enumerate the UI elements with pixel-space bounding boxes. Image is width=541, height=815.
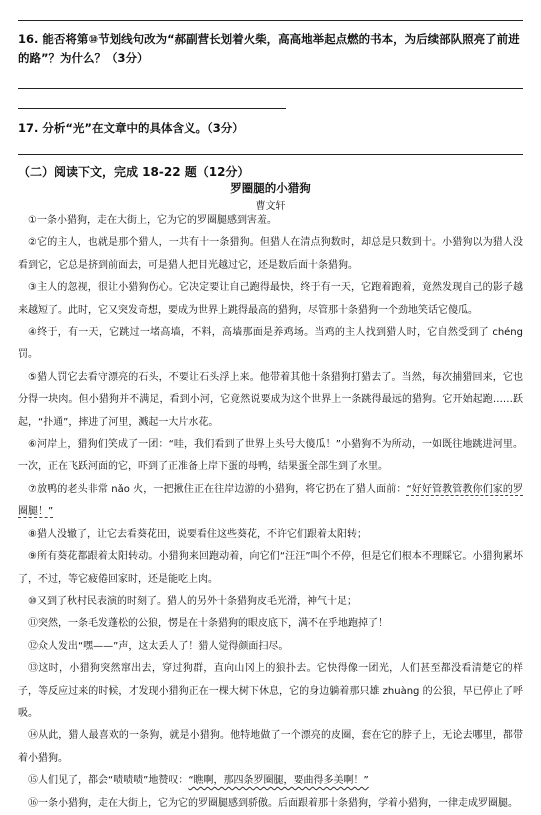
paragraph-3: ③主人的忽视，很让小猎狗伤心。它决定要让自己跑得最快，终于有一天，它跑着跑着，竟然发现自己的影子越来越短了。此时，它又突发奇想，要成为世界上跳得最高的猎狗，尽管那十条猎狗一个劲地笑话它傻瓜。 [18, 282, 523, 316]
paragraph-10: ⑩又到了秋村民表演的时刻了。猎人的另外十条猎狗皮毛光滑，神气十足； [28, 595, 357, 607]
paragraph-6: ⑥河岸上，猎狗们笑成了一团：“哇，我们看到了世界上头号大傻瓜！”小猎狗不为所动，一如既往地跳进河里。一次，正在飞跃河面的它，吓到了正准备上岸下蛋的母鸭，结果蛋全部生到了水里。 [18, 439, 523, 473]
paragraph-2: ②它的主人，也就是那个猎人，一共有十一条猎狗。但猎人在清点狗数时，却总是只数到十。小猎狗以为猎人没看到它，它总是挤到前面去，可是猎人把目光越过它，还是数后面十条猎狗。 [18, 237, 523, 271]
question-17: 17. 分析“光”在文章中的具体含义。（3分） [18, 121, 244, 135]
story-title: 罗圈腿的小猎狗 [230, 181, 311, 195]
answer-line-16b [18, 108, 286, 109]
paragraph-8: ⑧猎人没辙了，让它去看葵花田，说要看住这些葵花，不许它们跟着太阳转； [28, 528, 367, 540]
paragraph-5: ⑤猎人罚它去看守漂亮的石头，不要让石头浮上来。他带着其他十条猎狗打猎去了。当然，每次捕猎回来，它也分得一块肉。但小猎狗并不满足，看到小河，它竟然说要成为这个世界上一条跳得最远的猎狗。它开始起跑……跃起，“扑通”，摔进了河里，溅起一大片水花。 [18, 371, 523, 428]
paragraph-7-text: ⑦放鸭的老头非常 nǎo 火，一把揪住正在往岸边游的小猎狗，将它扔在了猎人面前： [28, 483, 407, 495]
answer-line-16a [18, 88, 523, 89]
paragraph-15-quote: “瞧啊，那四条罗圈腿，要曲得多美啊！” [188, 775, 369, 787]
section-heading: （二）阅读下文，完成 18-22 题（12分） [18, 165, 250, 179]
paragraph-13: ⑬这时，小猎狗突然窜出去，穿过狗群，直向山冈上的狼扑去。它快得像一团光，人们甚至都没看清楚它的样子，等反应过来的时候，才发现小猎狗正在一棵大树下休息，它的身边躺着那只雄 zhuàng 的公狼，早已停止了呼吸。 [18, 663, 523, 719]
paragraph-14: ⑭从此，猎人最喜欢的一条狗，就是小猎狗。他特地做了一个漂亮的皮圈，套在它的脖子上，无论去哪里，都带着小猎狗。 [18, 730, 523, 764]
story-body [18, 210, 523, 815]
paragraph-12: ⑫众人发出“嘿——”声，这太丢人了！猎人觉得颜面扫尽。 [28, 640, 289, 652]
paragraph-7 [18, 479, 523, 524]
paragraph-9: ⑨所有葵花都跟着太阳转动。小猎狗来回跑动着，向它们“汪汪”叫个不停，但是它们根本不理睬它。小猎狗累坏了，不过，等它疲倦回家时，还是能吃上肉。 [18, 551, 523, 585]
paragraph-15 [18, 770, 523, 792]
question-16: 16. 能否将第⑩节划线句改为“郝副营长划着火柴，高高地举起点燃的书本，为后续部队照亮了前进的路”？为什么？（3分） [18, 32, 520, 65]
story-author: 曹文轩 [255, 201, 286, 212]
paragraph-11: ⑪突然，一条毛发蓬松的公狼，愣是在十条猎狗的眼皮底下，满不在乎地跑掉了！ [28, 618, 388, 630]
paragraph-1: ①一条小猎狗，走在大街上，它为它的罗圈腿感到害羞。 [28, 215, 277, 226]
answer-line-17 [18, 154, 523, 155]
paragraph-4: ④终于，有一天，它跳过一堵高墙，不料，高墙那面是养鸡场。当鸡的主人找到猎人时，它自然受到了 chéng 罚。 [18, 327, 523, 361]
paragraph-16: ⑯一条小猎狗，走在大街上，它为它的罗圈腿感到骄傲。后面跟着那十条猎狗，学着小猎狗，一律走成罗圈腿。 [28, 797, 518, 809]
paragraph-15-text: ⑮人们见了，都会“啧啧啧”地赞叹： [28, 775, 189, 787]
paragraph-7-quote: “好好管教管教你们家的罗圈腿！” [18, 483, 524, 518]
top-rule [18, 20, 523, 21]
